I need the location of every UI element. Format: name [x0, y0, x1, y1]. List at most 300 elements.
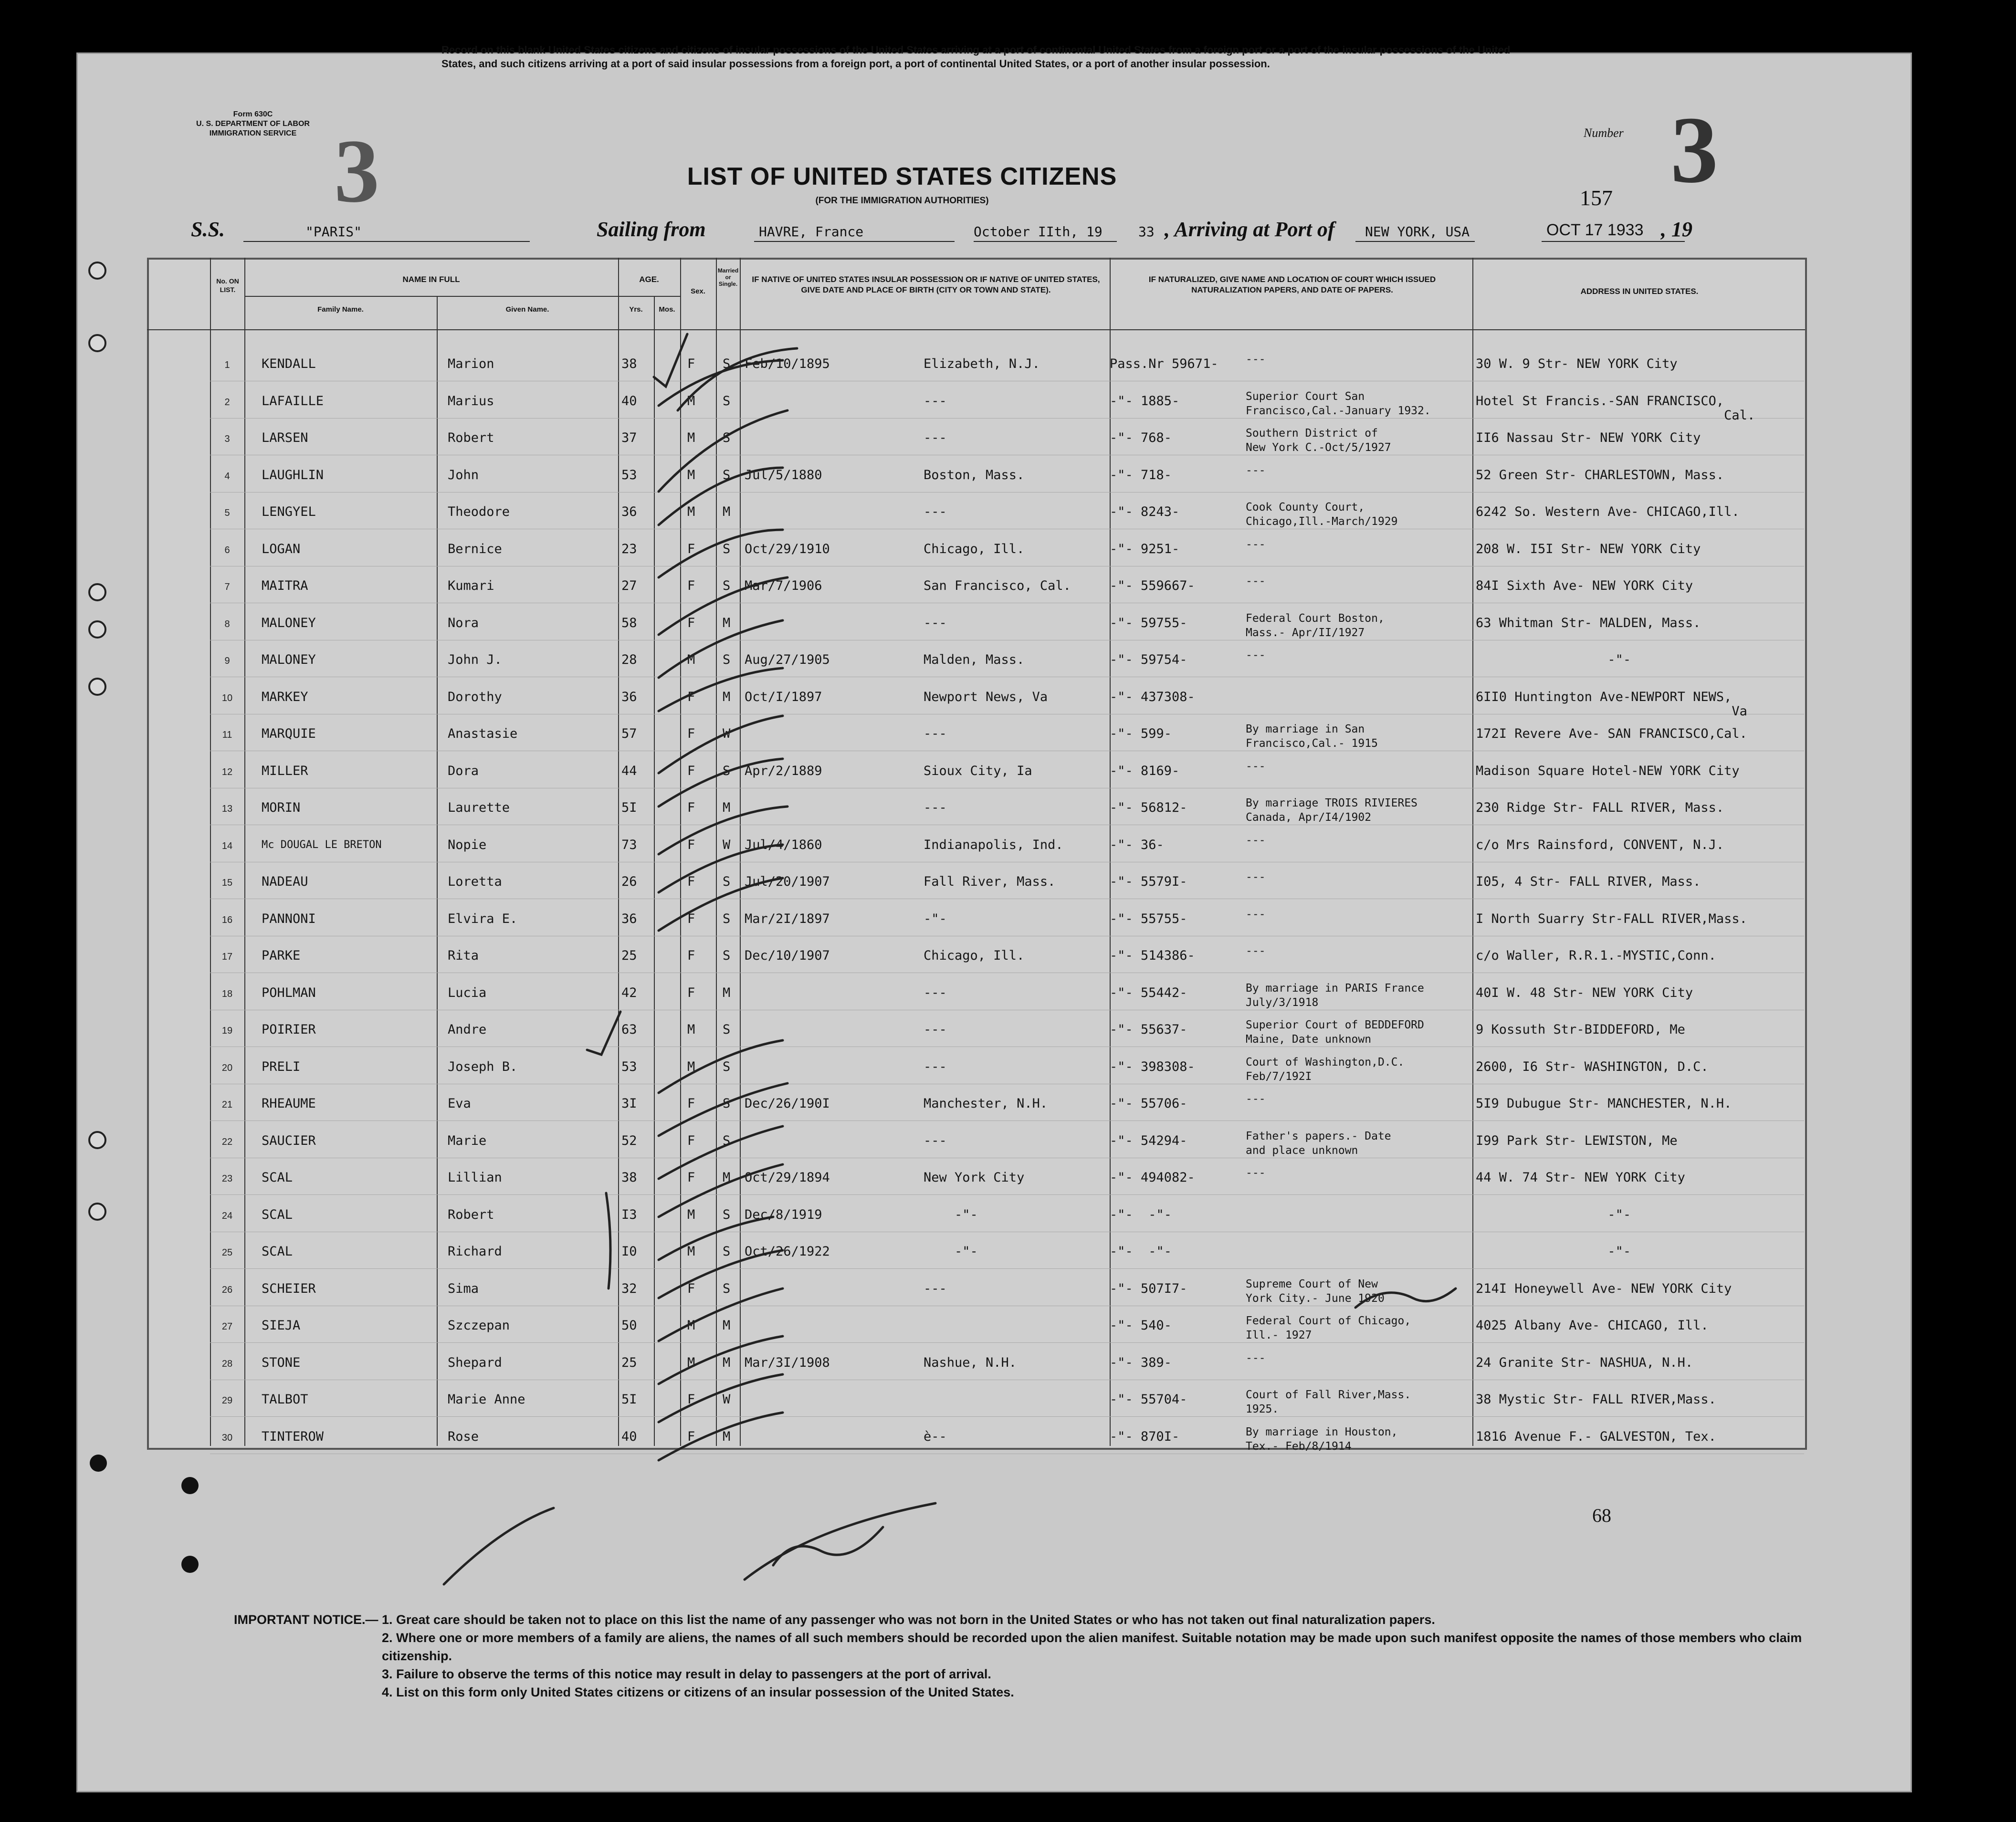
- header-sex: Sex.: [691, 287, 705, 295]
- cell-court: ---: [1246, 1093, 1266, 1105]
- cell-sex: M: [687, 1059, 695, 1074]
- cell-court: ---: [1246, 834, 1266, 847]
- cell-given: Laurette: [448, 800, 510, 815]
- cell-papers: -"- 56812-: [1110, 800, 1187, 815]
- cell-ms: W: [723, 1392, 731, 1407]
- cell-court: Federal Court of Chicago, Ill.- 1927: [1246, 1315, 1411, 1341]
- header-no: No. ON LIST.: [216, 277, 239, 293]
- notice-item: 3. Failure to observe the terms of this notice may result in delay to passengers at the port of arrival.: [382, 1667, 991, 1681]
- cell-court: ---: [1246, 1167, 1266, 1179]
- arrival-port: NEW YORK, USA: [1365, 224, 1470, 240]
- cell-given: Anastasie: [448, 726, 518, 741]
- cell-sex: F: [687, 1170, 695, 1185]
- cell-sex: F: [687, 837, 695, 852]
- form-number: Form 630C: [233, 110, 273, 118]
- cell-family: Mc DOUGAL LE BRETON: [262, 838, 382, 851]
- cell-papers: -"- 5579I-: [1110, 874, 1187, 889]
- arriving-label: , Arriving at Port of: [1165, 218, 1335, 241]
- cell-given: Joseph B.: [448, 1059, 518, 1074]
- cell-ms: S: [723, 763, 731, 778]
- cell-addr: I99 Park Str- LEWISTON, Me: [1476, 1133, 1678, 1148]
- cell-ms: M: [723, 1355, 731, 1370]
- cell-papers: -"- 55704-: [1110, 1392, 1187, 1407]
- cell-bplace: Indianapolis, Ind.: [924, 837, 1063, 852]
- cell-given: Robert: [448, 1207, 494, 1222]
- cell-court: Superior Court of BEDDEFORD Maine, Date unknown: [1246, 1019, 1424, 1046]
- cell-papers: -"- 398308-: [1110, 1059, 1195, 1074]
- cell-papers: -"- 599-: [1110, 726, 1172, 741]
- cell-court: Superior Court San Francisco,Cal.-January 1932.: [1246, 390, 1431, 417]
- cell-given: Loretta: [448, 874, 502, 889]
- cell-age: 36: [621, 504, 637, 519]
- cell-sex: M: [687, 1244, 695, 1259]
- cell-family: SCHEIER: [262, 1281, 316, 1296]
- row-number: 6: [224, 545, 230, 555]
- row-number: 1: [224, 360, 230, 370]
- cell-family: POIRIER: [262, 1022, 316, 1037]
- cell-age: 5I: [621, 1392, 637, 1407]
- cell-addr: 44 W. 74 Str- NEW YORK City: [1476, 1170, 1685, 1185]
- cell-given: John J.: [448, 652, 502, 667]
- cell-papers: -"- 389-: [1110, 1355, 1172, 1370]
- cell-age: 58: [621, 615, 637, 630]
- header-address: ADDRESS IN UNITED STATES.: [1580, 287, 1699, 296]
- cell-bplace: -"-: [924, 1244, 978, 1259]
- header-birth: IF NATIVE OF UNITED STATES INSULAR POSSESSION OR IF NATIVE OF UNITED STATES, GIVE DATE AND PLACE OF BIRTH (CITY OR TOWN AND STATE).: [752, 275, 1100, 294]
- cell-ms: M: [723, 615, 731, 630]
- cell-papers: -"- 8243-: [1110, 504, 1180, 519]
- cell-addr: 63 Whitman Str- MALDEN, Mass.: [1476, 615, 1701, 630]
- cell-ms: S: [723, 1281, 731, 1296]
- cell-sex: M: [687, 652, 695, 667]
- cell-court: By marriage in PARIS France July/3/1918: [1246, 982, 1424, 1009]
- cell-papers: -"- -"-: [1110, 1244, 1172, 1259]
- cell-age: 50: [621, 1318, 637, 1333]
- cell-addr: 4025 Albany Ave- CHICAGO, Ill.: [1476, 1318, 1709, 1333]
- cell-papers: -"- 9251-: [1110, 541, 1180, 556]
- cell-sex: F: [687, 1392, 695, 1407]
- notice-item: 4. List on this form only United States citizens or citizens of an insular possession of the United States.: [382, 1685, 1014, 1699]
- cell-bplace: ---: [924, 985, 947, 1000]
- cell-papers: -"- 507I7-: [1110, 1281, 1187, 1296]
- cell-papers: Pass.Nr 59671-: [1110, 356, 1218, 371]
- row-number: 14: [221, 840, 233, 851]
- cell-papers: -"- 54294-: [1110, 1133, 1187, 1148]
- cell-bplace: Chicago, Ill.: [924, 541, 1025, 556]
- cell-bdate: Mar/7/1906: [745, 578, 822, 593]
- cell-bplace: -"-: [924, 911, 947, 926]
- cell-family: TINTEROW: [262, 1429, 324, 1444]
- row-number: 5: [224, 508, 230, 518]
- cell-family: NADEAU: [262, 874, 308, 889]
- cell-bdate: Jul/5/1880: [745, 467, 822, 482]
- department-name: U. S. DEPARTMENT OF LABOR: [196, 120, 310, 128]
- cell-sex: F: [687, 911, 695, 926]
- cell-family: MALONEY: [262, 652, 316, 667]
- cell-age: I3: [621, 1207, 637, 1222]
- cell-bdate: Mar/3I/1908: [745, 1355, 830, 1370]
- cell-age: I0: [621, 1244, 637, 1259]
- cell-age: 23: [621, 541, 637, 556]
- cell-papers: -"- 718-: [1110, 467, 1172, 482]
- cell-addr: c/o Mrs Rainsford, CONVENT, N.J.: [1476, 837, 1724, 852]
- cell-bdate: Aug/27/1905: [745, 652, 830, 667]
- cell-ms: S: [723, 541, 731, 556]
- cell-ms: S: [723, 430, 731, 445]
- cell-given: Shepard: [448, 1355, 502, 1370]
- cell-papers: -"- 55637-: [1110, 1022, 1187, 1037]
- cell-family: LAFAILLE: [262, 393, 324, 408]
- row-number: 26: [221, 1284, 233, 1295]
- cell-bplace: ---: [924, 800, 947, 815]
- cell-bplace: è--: [924, 1429, 947, 1444]
- cell-age: 32: [621, 1281, 637, 1296]
- cell-given: Eva: [448, 1096, 471, 1111]
- cell-family: LAUGHLIN: [262, 467, 324, 482]
- row-number: 29: [221, 1395, 233, 1406]
- cell-addr: 208 W. I5I Str- NEW YORK City: [1476, 541, 1701, 556]
- cell-ms: S: [723, 578, 731, 593]
- cell-bplace: ---: [924, 393, 947, 408]
- cell-given: Marie: [448, 1133, 487, 1148]
- cell-addr: 1816 Avenue F.- GALVESTON, Tex.: [1476, 1429, 1716, 1444]
- cell-given: Marie Anne: [448, 1392, 525, 1407]
- year-suffix: , 19: [1661, 218, 1692, 241]
- cell-given: Dorothy: [448, 689, 502, 704]
- cell-sex: M: [687, 1355, 695, 1370]
- departure-port: HAVRE, France: [759, 224, 864, 240]
- cell-bplace: Chicago, Ill.: [924, 948, 1025, 963]
- cell-age: 57: [621, 726, 637, 741]
- notice-item: 2. Where one or more members of a family are aliens, the names of all such members should be recorded upon the alien manifest. Suitable notation may be made upon such manifest opposite the names of those members who claim citizenship.: [382, 1631, 1802, 1663]
- cell-family: LARSEN: [262, 430, 308, 445]
- ship-label: S.S.: [191, 218, 225, 241]
- cell-addr: c/o Waller, R.R.1.-MYSTIC,Conn.: [1476, 948, 1716, 963]
- cell-age: 3I: [621, 1096, 637, 1111]
- cell-court: Father's papers.- Date and place unknown: [1246, 1130, 1391, 1157]
- cell-bdate: Apr/2/1889: [745, 763, 822, 778]
- cell-given: John: [448, 467, 479, 482]
- cell-ms: M: [723, 1318, 731, 1333]
- cell-given: Rita: [448, 948, 479, 963]
- cell-family: LOGAN: [262, 541, 301, 556]
- cell-bplace: Boston, Mass.: [924, 467, 1025, 482]
- cell-court: ---: [1246, 760, 1266, 773]
- cell-court: ---: [1246, 353, 1266, 366]
- cell-bdate: Oct/29/1894: [745, 1170, 830, 1185]
- notice-item: 1. Great care should be taken not to place on this list the name of any passenger who was not born in the United States or who has not taken out final naturalization papers.: [382, 1613, 1435, 1627]
- cell-age: 25: [621, 1355, 637, 1370]
- cell-addr: 6242 So. Western Ave- CHICAGO,Ill.: [1476, 504, 1740, 519]
- cell-court: ---: [1246, 575, 1266, 587]
- cell-age: 44: [621, 763, 637, 778]
- cell-given: Nora: [448, 615, 479, 630]
- cell-ms: M: [723, 689, 731, 704]
- cell-sex: M: [687, 430, 695, 445]
- cell-given: Kumari: [448, 578, 494, 593]
- header-yrs: Yrs.: [629, 305, 643, 314]
- cell-family: STONE: [262, 1355, 301, 1370]
- cell-given: Robert: [448, 430, 494, 445]
- cell-age: 42: [621, 985, 637, 1000]
- cell-bplace: -"-: [924, 1207, 978, 1222]
- cell-papers: -"- -"-: [1110, 1207, 1172, 1222]
- departure-year: 33: [1138, 224, 1155, 240]
- cell-sex: M: [687, 1318, 695, 1333]
- cell-papers: -"- 55442-: [1110, 985, 1187, 1000]
- cell-sex: F: [687, 1281, 695, 1296]
- cell-ms: S: [723, 393, 731, 408]
- cell-court: Supreme Court of New York City.- June 1920: [1246, 1277, 1385, 1305]
- cell-ms: M: [723, 800, 731, 815]
- cell-ms: M: [723, 1170, 731, 1185]
- cell-family: MAITRA: [262, 578, 308, 593]
- row-number: 7: [224, 582, 230, 592]
- cell-sex: M: [687, 393, 695, 408]
- cell-court: Cook County Court, Chicago,Ill.-March/1929: [1246, 501, 1398, 528]
- cell-family: MALONEY: [262, 615, 316, 630]
- list-number: 3: [1670, 97, 1718, 203]
- row-number: 9: [224, 656, 230, 666]
- cell-bdate: Jul/20/1907: [745, 874, 830, 889]
- notice-lead: IMPORTANT NOTICE.—: [234, 1613, 378, 1627]
- cell-papers: -"- 55755-: [1110, 911, 1187, 926]
- cell-given: Lucia: [448, 985, 487, 1000]
- cell-age: 25: [621, 948, 637, 963]
- cell-given: Lillian: [448, 1170, 502, 1185]
- row-number: 8: [224, 618, 230, 629]
- cell-court: By marriage in San Francisco,Cal.- 1915: [1246, 723, 1378, 750]
- cell-court: ---: [1246, 945, 1266, 957]
- cell-addr: 40I W. 48 Str- NEW YORK City: [1476, 985, 1693, 1000]
- cell-sex: F: [687, 356, 695, 371]
- cell-ms: S: [723, 1133, 731, 1148]
- cell-addr: -"-: [1476, 1244, 1631, 1259]
- header-given-name: Given Name.: [505, 305, 549, 314]
- cell-age: 5I: [621, 800, 637, 815]
- cell-addr: I North Suarry Str-FALL RIVER,Mass.: [1476, 911, 1747, 926]
- cell-papers: -"- 494082-: [1110, 1170, 1195, 1185]
- header-mos: Mos.: [659, 305, 675, 314]
- cell-ms: S: [723, 1059, 731, 1074]
- header-age: AGE.: [639, 275, 659, 284]
- cell-addr: 6II0 Huntington Ave-NEWPORT NEWS, Va: [1476, 689, 1747, 719]
- cell-ms: M: [723, 1429, 731, 1444]
- cell-bplace: New York City: [924, 1170, 1025, 1185]
- cell-bplace: Elizabeth, N.J.: [924, 356, 1040, 371]
- cell-papers: -"- 59755-: [1110, 615, 1187, 630]
- cell-sex: F: [687, 578, 695, 593]
- cell-age: 53: [621, 467, 637, 482]
- row-number: 20: [221, 1062, 233, 1073]
- cell-papers: -"- 540-: [1110, 1318, 1172, 1333]
- row-number: 22: [221, 1136, 233, 1147]
- header-married: Married or Single.: [717, 267, 739, 287]
- row-number: 28: [221, 1358, 233, 1369]
- cell-court: ---: [1246, 1351, 1266, 1364]
- cell-given: Dora: [448, 763, 479, 778]
- cell-addr: Hotel St Francis.-SAN FRANCISCO, Cal.: [1476, 393, 1755, 423]
- cell-family: PRELI: [262, 1059, 301, 1074]
- row-number: 25: [221, 1247, 233, 1258]
- cell-bdate: Dec/26/190I: [745, 1096, 830, 1111]
- cell-addr: 84I Sixth Ave- NEW YORK City: [1476, 578, 1693, 593]
- cell-bplace: ---: [924, 615, 947, 630]
- departure-date: October IIth, 19: [974, 224, 1102, 240]
- cell-addr: 38 Mystic Str- FALL RIVER,Mass.: [1476, 1392, 1716, 1407]
- cell-family: MARKEY: [262, 689, 308, 704]
- cell-ms: W: [723, 837, 731, 852]
- cell-addr: 230 Ridge Str- FALL RIVER, Mass.: [1476, 800, 1724, 815]
- cell-papers: -"- 870I-: [1110, 1429, 1180, 1444]
- row-number: 12: [221, 766, 233, 777]
- cell-family: MARQUIE: [262, 726, 316, 741]
- cell-sex: F: [687, 541, 695, 556]
- cell-bplace: ---: [924, 504, 947, 519]
- cell-age: 36: [621, 689, 637, 704]
- row-number: 19: [221, 1026, 233, 1036]
- cell-age: 36: [621, 911, 637, 926]
- passenger-count: 68: [1592, 1505, 1611, 1526]
- cell-age: 38: [621, 356, 637, 371]
- cell-sex: F: [687, 763, 695, 778]
- cell-court: Court of Fall River,Mass. 1925.: [1246, 1389, 1411, 1415]
- row-number: 27: [221, 1321, 233, 1332]
- cell-papers: -"- 59754-: [1110, 652, 1187, 667]
- cell-bplace: ---: [924, 430, 947, 445]
- cell-given: Elvira E.: [448, 911, 518, 926]
- cell-addr: II6 Nassau Str- NEW YORK City: [1476, 430, 1701, 445]
- cell-bplace: Newport News, Va: [924, 689, 1048, 704]
- cell-age: 52: [621, 1133, 637, 1148]
- cell-ms: S: [723, 1244, 731, 1259]
- cell-papers: -"- 768-: [1110, 430, 1172, 445]
- cell-ms: S: [723, 1022, 731, 1037]
- cell-family: LENGYEL: [262, 504, 316, 519]
- cell-court: ---: [1246, 908, 1266, 921]
- cell-bplace: Malden, Mass.: [924, 652, 1025, 667]
- cell-addr: I05, 4 Str- FALL RIVER, Mass.: [1476, 874, 1701, 889]
- row-number: 17: [221, 952, 233, 962]
- cell-family: SIEJA: [262, 1318, 301, 1333]
- cell-bplace: Sioux City, Ia: [924, 763, 1032, 778]
- cell-ms: S: [723, 467, 731, 482]
- cell-bplace: ---: [924, 1059, 947, 1074]
- cell-sex: F: [687, 985, 695, 1000]
- cell-bdate: Mar/2I/1897: [745, 911, 830, 926]
- cell-bplace: Fall River, Mass.: [924, 874, 1056, 889]
- row-number: 21: [221, 1099, 233, 1110]
- cell-ms: M: [723, 985, 731, 1000]
- cell-given: Marius: [448, 393, 494, 408]
- cell-sex: F: [687, 615, 695, 630]
- cell-bdate: Dec/8/1919: [745, 1207, 822, 1222]
- cell-bplace: ---: [924, 1133, 947, 1148]
- cell-ms: S: [723, 874, 731, 889]
- row-number: 3: [224, 434, 230, 444]
- cell-age: 63: [621, 1022, 637, 1037]
- cell-family: SCAL: [262, 1170, 293, 1185]
- cell-given: Theodore: [448, 504, 510, 519]
- cell-sex: M: [687, 504, 695, 519]
- cell-family: KENDALL: [262, 356, 316, 371]
- cell-papers: -"- 55706-: [1110, 1096, 1187, 1111]
- page-stamp-number: 157: [1580, 186, 1613, 210]
- cell-given: Nopie: [448, 837, 487, 852]
- cell-age: 53: [621, 1059, 637, 1074]
- row-number: 4: [224, 471, 230, 482]
- cell-ms: S: [723, 356, 731, 371]
- cell-age: 26: [621, 874, 637, 889]
- cell-age: 38: [621, 1170, 637, 1185]
- form-subtitle: (FOR THE IMMIGRATION AUTHORITIES): [815, 196, 989, 206]
- cell-ms: M: [723, 504, 731, 519]
- cell-sex: M: [687, 467, 695, 482]
- cell-bplace: San Francisco, Cal.: [924, 578, 1071, 593]
- form-title: LIST OF UNITED STATES CITIZENS: [687, 163, 1117, 190]
- cell-family: SCAL: [262, 1207, 293, 1222]
- service-name: IMMIGRATION SERVICE: [209, 129, 297, 137]
- cell-family: RHEAUME: [262, 1096, 316, 1111]
- arrival-date-stamp: OCT 17 1933: [1546, 221, 1644, 239]
- cell-addr: 24 Granite Str- NASHUA, N.H.: [1476, 1355, 1693, 1370]
- cell-papers: -"- 437308-: [1110, 689, 1195, 704]
- cell-given: Szczepan: [448, 1318, 510, 1333]
- cell-papers: -"- 8169-: [1110, 763, 1180, 778]
- ship-name: "PARIS": [305, 224, 362, 240]
- cell-age: 40: [621, 1429, 637, 1444]
- cell-ms: S: [723, 1207, 731, 1222]
- cell-bdate: Jul/4/1860: [745, 837, 822, 852]
- cell-addr: 2600, I6 Str- WASHINGTON, D.C.: [1476, 1059, 1709, 1074]
- cell-addr: -"-: [1476, 1207, 1631, 1222]
- cell-given: Rose: [448, 1429, 479, 1444]
- cell-sex: F: [687, 948, 695, 963]
- cell-court: By marriage TROIS RIVIERES Canada, Apr/I4/1902: [1246, 797, 1418, 824]
- cell-given: Marion: [448, 356, 494, 371]
- cell-given: Bernice: [448, 541, 502, 556]
- cell-given: Sima: [448, 1281, 479, 1296]
- cell-given: Richard: [448, 1244, 502, 1259]
- cell-family: PANNONI: [262, 911, 316, 926]
- cell-age: 27: [621, 578, 637, 593]
- cell-sex: F: [687, 800, 695, 815]
- cell-addr: 172I Revere Ave- SAN FRANCISCO,Cal.: [1476, 726, 1747, 741]
- cell-sex: M: [687, 1022, 695, 1037]
- cell-family: TALBOT: [262, 1392, 308, 1407]
- header-naturalized: IF NATURALIZED, GIVE NAME AND LOCATION OF COURT WHICH ISSUED NATURALIZATION PAPERS, AND DATE OF PAPERS.: [1148, 275, 1436, 294]
- row-number: 13: [221, 804, 233, 814]
- cell-family: POHLMAN: [262, 985, 316, 1000]
- cell-sex: F: [687, 1133, 695, 1148]
- cell-family: PARKE: [262, 948, 301, 963]
- cell-bplace: Manchester, N.H.: [924, 1096, 1048, 1111]
- cell-age: 37: [621, 430, 637, 445]
- cell-papers: -"- 1885-: [1110, 393, 1180, 408]
- row-number: 2: [224, 397, 230, 408]
- cell-court: ---: [1246, 464, 1266, 477]
- cell-bplace: ---: [924, 1022, 947, 1037]
- cell-papers: -"- 559667-: [1110, 578, 1195, 593]
- cell-court: Southern District of New York C.-Oct/5/1927: [1246, 427, 1391, 454]
- cell-bdate: Dec/10/1907: [745, 948, 830, 963]
- cell-age: 73: [621, 837, 637, 852]
- cell-bdate: Feb/10/1895: [745, 356, 830, 371]
- form-instructions: Record on this blank United States citizens and citizens of insular possessions of the United States arriving at a port of continental United States from a foreign port or a port of the insular possessions of the United States, and such citizens arriving at a port of said insular possessions from a foreign port, a port of continental United States, or a port of another insular possession.: [441, 44, 1511, 70]
- row-number: 16: [221, 914, 233, 925]
- cell-sex: M: [687, 1207, 695, 1222]
- cell-bplace: ---: [924, 1281, 947, 1296]
